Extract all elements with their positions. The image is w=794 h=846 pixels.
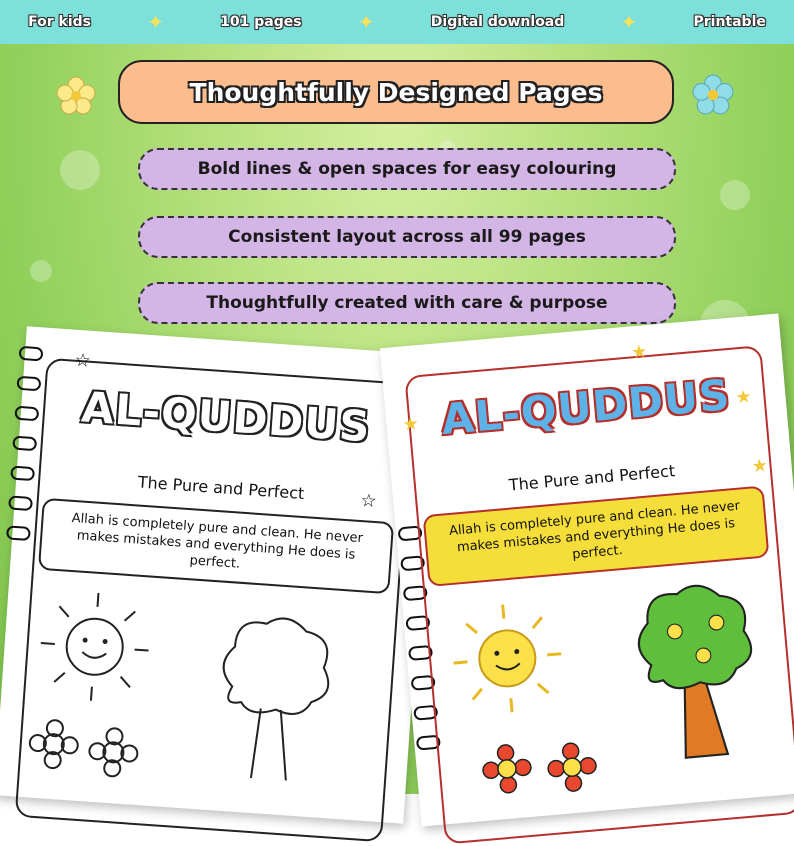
tree-coloured-illustration xyxy=(611,571,777,773)
description-box: Allah is completely pure and clean. He never makes mistakes and everything He does is perfect. xyxy=(423,485,770,587)
top-banner xyxy=(0,0,794,44)
yellow-flower-icon xyxy=(56,76,96,116)
badge-page-count: 101 pages xyxy=(220,14,302,30)
preview-page-uncoloured xyxy=(0,326,436,823)
star-icon: ★ xyxy=(734,386,753,409)
headline-banner: Thoughtfully Designed Pages xyxy=(118,60,674,124)
sun-outline-illustration xyxy=(31,583,159,711)
badge-printable: Printable xyxy=(693,14,766,30)
star-icon: ★ xyxy=(630,341,649,364)
feature-pill-consistent-layout: Consistent layout across all 99 pages xyxy=(138,216,676,258)
badge-digital-download: Digital download xyxy=(430,14,565,30)
sparkle-icon: ✦ xyxy=(147,10,164,34)
description-box: Allah is completely pure and clean. He never makes mistakes and everything He does is perfect. xyxy=(38,498,394,594)
star-icon: ☆ xyxy=(73,349,92,372)
page-title: AL-QUDDUS xyxy=(439,370,733,445)
star-icon: ★ xyxy=(750,455,769,478)
sparkle-icon: ✦ xyxy=(620,10,638,34)
sun-coloured-illustration xyxy=(442,593,572,723)
sparkle-icon: ✦ xyxy=(357,10,375,34)
star-icon: ☆ xyxy=(359,489,378,513)
flowers-coloured-illustration xyxy=(474,730,610,811)
page-subtitle: The Pure and Perfect xyxy=(508,461,676,495)
star-icon: ★ xyxy=(401,413,420,436)
feature-pill-care-purpose: Thoughtfully created with care & purpose xyxy=(138,282,676,324)
feature-pill-bold-lines: Bold lines & open spaces for easy colouring xyxy=(138,148,676,190)
preview-page-coloured xyxy=(380,313,794,826)
blue-flower-icon xyxy=(692,74,734,116)
badge-for-kids: For kids xyxy=(28,14,91,30)
tree-outline-illustration xyxy=(195,605,347,794)
flowers-outline-illustration xyxy=(21,712,146,790)
page-title: AL-QUDDUS xyxy=(79,382,373,452)
page-subtitle: The Pure and Perfect xyxy=(137,472,305,504)
